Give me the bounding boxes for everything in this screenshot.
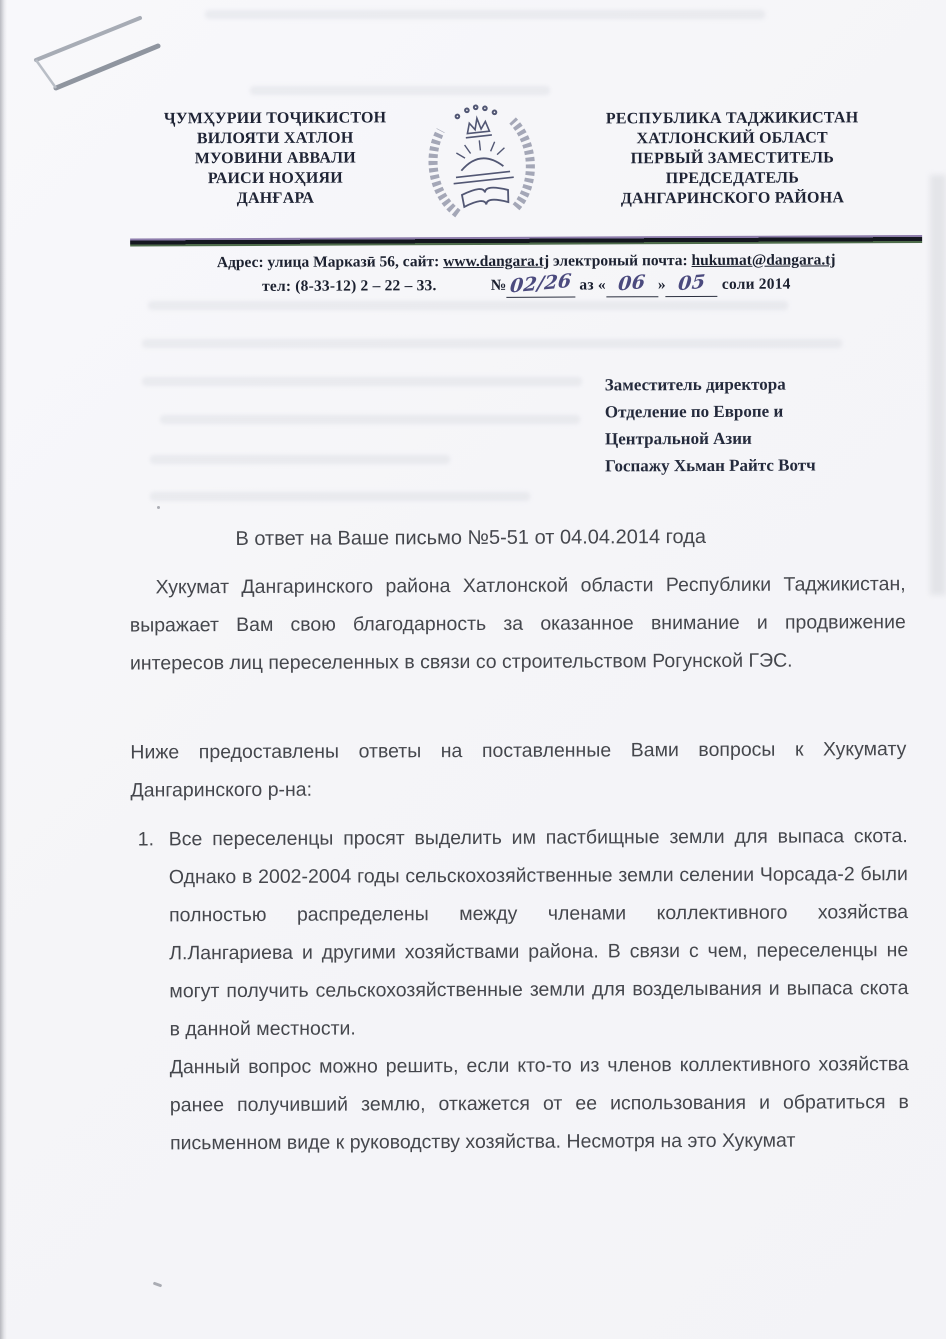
numbered-list-item-1 (138, 817, 909, 1162)
tajikistan-state-emblem-icon (411, 85, 551, 231)
letterhead-line: МУОВИНИ АВВАЛИ (194, 149, 356, 168)
letterhead-line: ВИЛОЯТИ ХАТЛОН (196, 129, 354, 148)
letterhead-tajik (123, 108, 428, 209)
list-item-text (169, 817, 909, 1162)
list-item-paragraph: Все переселенцы просят выделить им пастбищные земли для выпаса скота. Однако в 2002-2004 годы сельскохозяйственные земли селении Чорсада-2 были полностью распределены между членами коллективного хозяйства Л.Лангариева и другими хозяйствами района. В связи с чем, переселенцы не могут получить сельскохозяйственные земли для возделывания и выпаса скота в данной местности. (168, 825, 909, 1041)
letterhead-line: ДАНҒАРА (236, 189, 315, 208)
letterhead-russian (550, 108, 915, 210)
letterhead-line: РЕСПУБЛИКА ТАДЖИКИСТАН (605, 109, 859, 128)
letterhead-line: РАИСИ НОҲИЯИ (207, 169, 343, 188)
letterhead-line: ДАНГАРИНСКОГО РАЙОНА (620, 189, 845, 208)
quote-close: » (657, 276, 666, 294)
list-number: 1. (137, 828, 155, 851)
letterhead-line: ҶУМҲУРИИ ТОҶИКИСТОН (163, 109, 387, 128)
letterhead-line: ПРЕДСЕДАТЕЛЬ (665, 169, 800, 188)
year-label: соли 2014 (721, 275, 791, 293)
recipient-block (605, 370, 905, 479)
list-item-paragraph: Данный вопрос можно решить, если кто-то из членов коллективного хозяйства ранее получивший землю, откажется от ее использования и обратиться в письменном виде к руководству хозяйства. Несмотря на это Хукумат (169, 1053, 909, 1155)
phone-and-number-line (130, 269, 922, 299)
day-handwritten: 06 (606, 274, 658, 297)
doc-number-handwritten: 02/26 (506, 275, 575, 298)
email-link: hukumat@dangara.tj (691, 251, 836, 270)
body-paragraph-2: Ниже предоставлены ответы на поставленные Вами вопросы к Хукумату Дангаринского р-на: (130, 738, 907, 802)
address-middle: электроный почта: (549, 252, 692, 270)
address-prefix: Адрес: улица Марказӣ 56, сайт: (216, 253, 444, 272)
recipient-line: Центральной Азии (604, 428, 752, 449)
address-block (130, 249, 922, 299)
subject-line: В ответ на Ваше письмо №5-51 от 04.04.2014 года (235, 525, 706, 551)
month-handwritten: 05 (666, 274, 718, 297)
doc-number-label: № (490, 276, 507, 294)
recipient-line: Госпажу Хьман Райтс Вотч (605, 455, 816, 476)
recipient-line: Отделение по Европе и (604, 401, 784, 422)
phone-text: тел: (8-33-12) 2 – 22 – 33. (262, 277, 437, 295)
body-paragraph-1: Хукумат Дангаринского района Хатлонской области Республики Таджикистан, выражает Вам свою благодарность за оказанное внимание и продвижение интересов лиц переселенных в связи со строительством Рогунской ГЭС. (129, 573, 906, 675)
website-link: www.dangara.tj (443, 252, 550, 271)
letterhead-line: ПЕРВЫЙ ЗАМЕСТИТЕЛЬ (630, 149, 835, 168)
letterhead-line: ХАТЛОНСКИЙ ОБЛАСТ (636, 129, 828, 148)
letterhead-separator-rule (130, 235, 922, 246)
address-line (130, 249, 922, 274)
recipient-line: Заместитель директора (604, 374, 786, 395)
az-label: аз « (579, 276, 606, 294)
